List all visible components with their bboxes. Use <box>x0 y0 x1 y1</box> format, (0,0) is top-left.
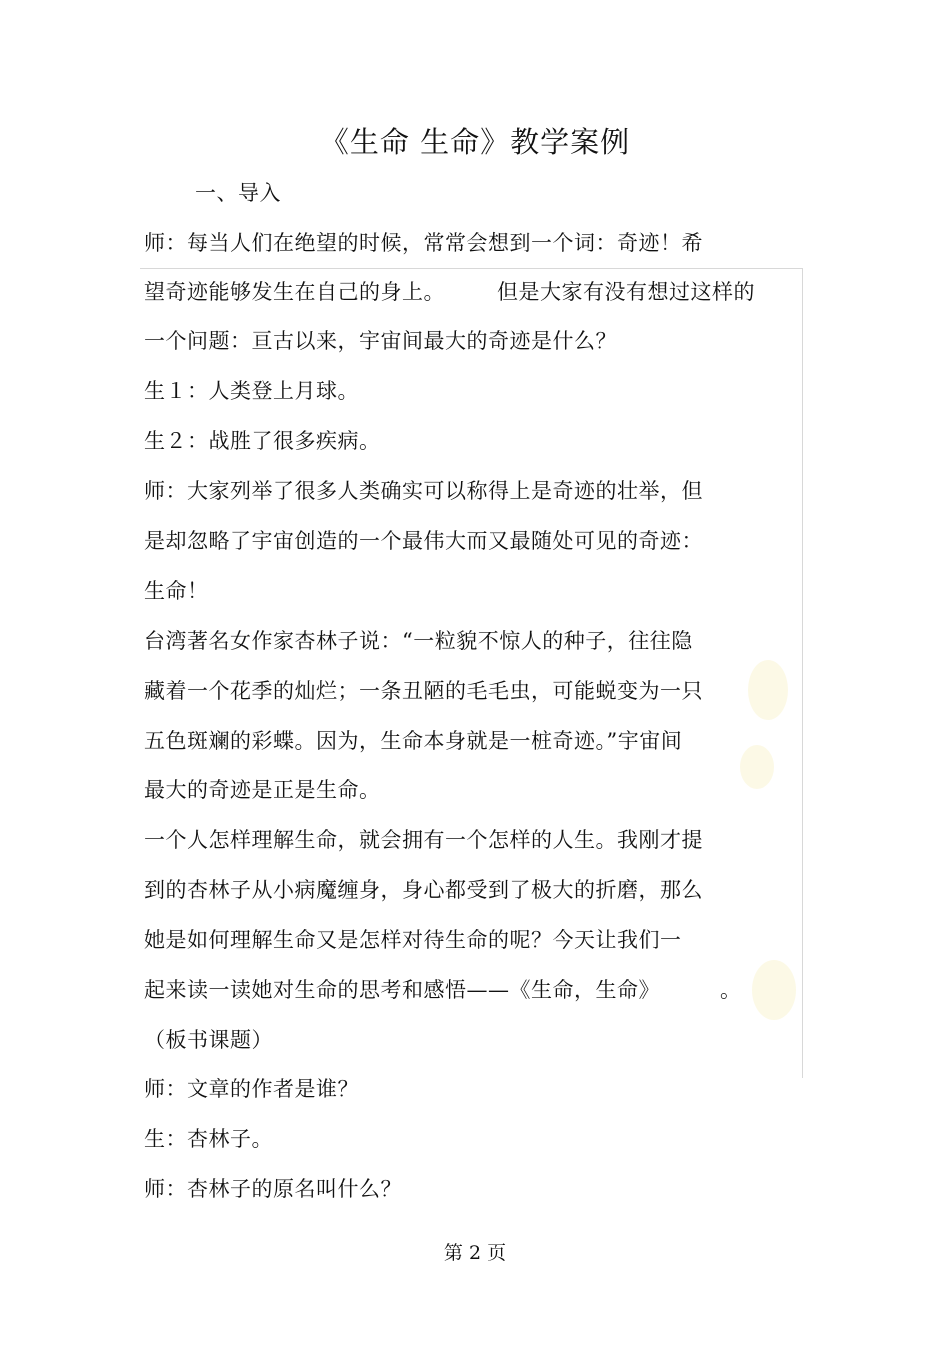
text-line: 师：文章的作者是谁？ <box>144 1077 359 1101</box>
text-line: 她是如何理解生命又是怎样对待生命的呢？今天让我们一 <box>144 928 682 952</box>
text-line: 师：大家列举了很多人类确实可以称得上是奇迹的壮举，但 <box>144 479 703 503</box>
text-line: 最大的奇迹是正是生命。 <box>144 778 381 802</box>
text-segment: 但是大家有没有想过这样的 <box>497 280 755 304</box>
section-heading: 一、导入 <box>195 181 281 205</box>
text-segment: 起来读一读她对生命的思考和感悟——《生命，生命》 <box>144 978 660 1002</box>
text-line: 一个问题：亘古以来，宇宙间最大的奇迹是什么？ <box>144 329 617 353</box>
text-line: 是却忽略了宇宙创造的一个最伟大而又最随处可见的奇迹： <box>144 529 703 553</box>
page-title: 《生命 生命》教学案例 <box>319 125 631 159</box>
text-line: 五色斑斓的彩蝶。因为，生命本身就是一桩奇迹。”宇宙间 <box>144 729 683 753</box>
paper-stain <box>752 960 796 1020</box>
text-line <box>144 277 755 307</box>
text-line: 一个人怎样理解生命，就会拥有一个怎样的人生。我刚才提 <box>144 828 703 852</box>
text-line: 师：杏林子的原名叫什么？ <box>144 1177 402 1201</box>
text-line: 藏着一个花季的灿烂；一条丑陋的毛毛虫，可能蜕变为一只 <box>144 679 703 703</box>
text-line: （板书课题） <box>144 1028 273 1052</box>
text-line: 生：杏林子。 <box>144 1127 273 1151</box>
text-line: 生２：战胜了很多疾病。 <box>144 429 381 453</box>
text-line <box>144 975 742 1005</box>
text-segment: 。 <box>720 978 742 1002</box>
text-segment: 望奇迹能够发生在自己的身上。 <box>144 280 445 304</box>
text-line: 生命！ <box>144 579 209 603</box>
text-line: 台湾著名女作家杏林子说：“一粒貌不惊人的种子，往往隐 <box>144 629 693 653</box>
paper-stain <box>748 660 788 720</box>
paper-stain <box>740 745 774 789</box>
text-line: 师：每当人们在绝望的时候，常常会想到一个词：奇迹！希 <box>144 231 703 255</box>
page-number: 第 2 页 <box>443 1242 507 1264</box>
text-line: 生１：人类登上月球。 <box>144 379 359 403</box>
text-line: 到的杏林子从小病魔缠身，身心都受到了极大的折磨，那么 <box>144 878 703 902</box>
